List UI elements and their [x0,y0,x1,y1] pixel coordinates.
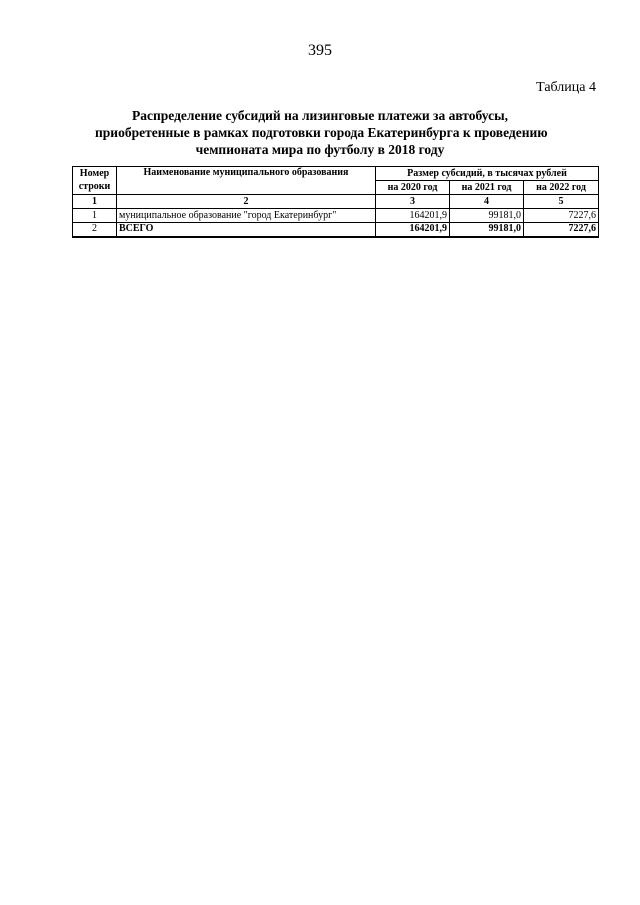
header-year-2020: на 2020 год [376,181,450,195]
row-value-2022: 7227,6 [524,209,599,223]
row-value-2022: 7227,6 [524,223,599,237]
title-line-3: чемпионата мира по футболу в 2018 году [195,142,445,157]
row-value-2021: 99181,0 [450,223,524,237]
row-name: муниципальное образование "город Екатеринбург" [117,209,376,223]
header-row-number-2: строки [73,181,117,195]
page-number: 395 [308,42,332,59]
header-year-2022: на 2022 год [524,181,599,195]
row-value-2021: 99181,0 [450,209,524,223]
column-number: 3 [376,195,450,209]
row-name: ВСЕГО [117,223,376,237]
title-line-2: приобретенные в рамках подготовки города Екатеринбурга к проведению [95,125,548,140]
table-row-total [73,223,599,237]
row-number: 2 [73,223,117,237]
header-name: Наименование муниципального образования [117,167,376,195]
subsidy-table [72,166,599,238]
column-number: 5 [524,195,599,209]
title-line-1: Распределение субсидий на лизинговые платежи за автобусы, [132,108,508,123]
table-row [73,209,599,223]
document-title [95,107,548,158]
header-amount-group: Размер субсидий, в тысячах рублей [376,167,599,181]
header-row-number: Номер [73,167,117,181]
column-number: 4 [450,195,524,209]
row-value-2020: 164201,9 [376,223,450,237]
header-year-2021: на 2021 год [450,181,524,195]
row-number: 1 [73,209,117,223]
column-number: 1 [73,195,117,209]
table-label: Таблица 4 [536,80,596,95]
row-value-2020: 164201,9 [376,209,450,223]
column-number: 2 [117,195,376,209]
